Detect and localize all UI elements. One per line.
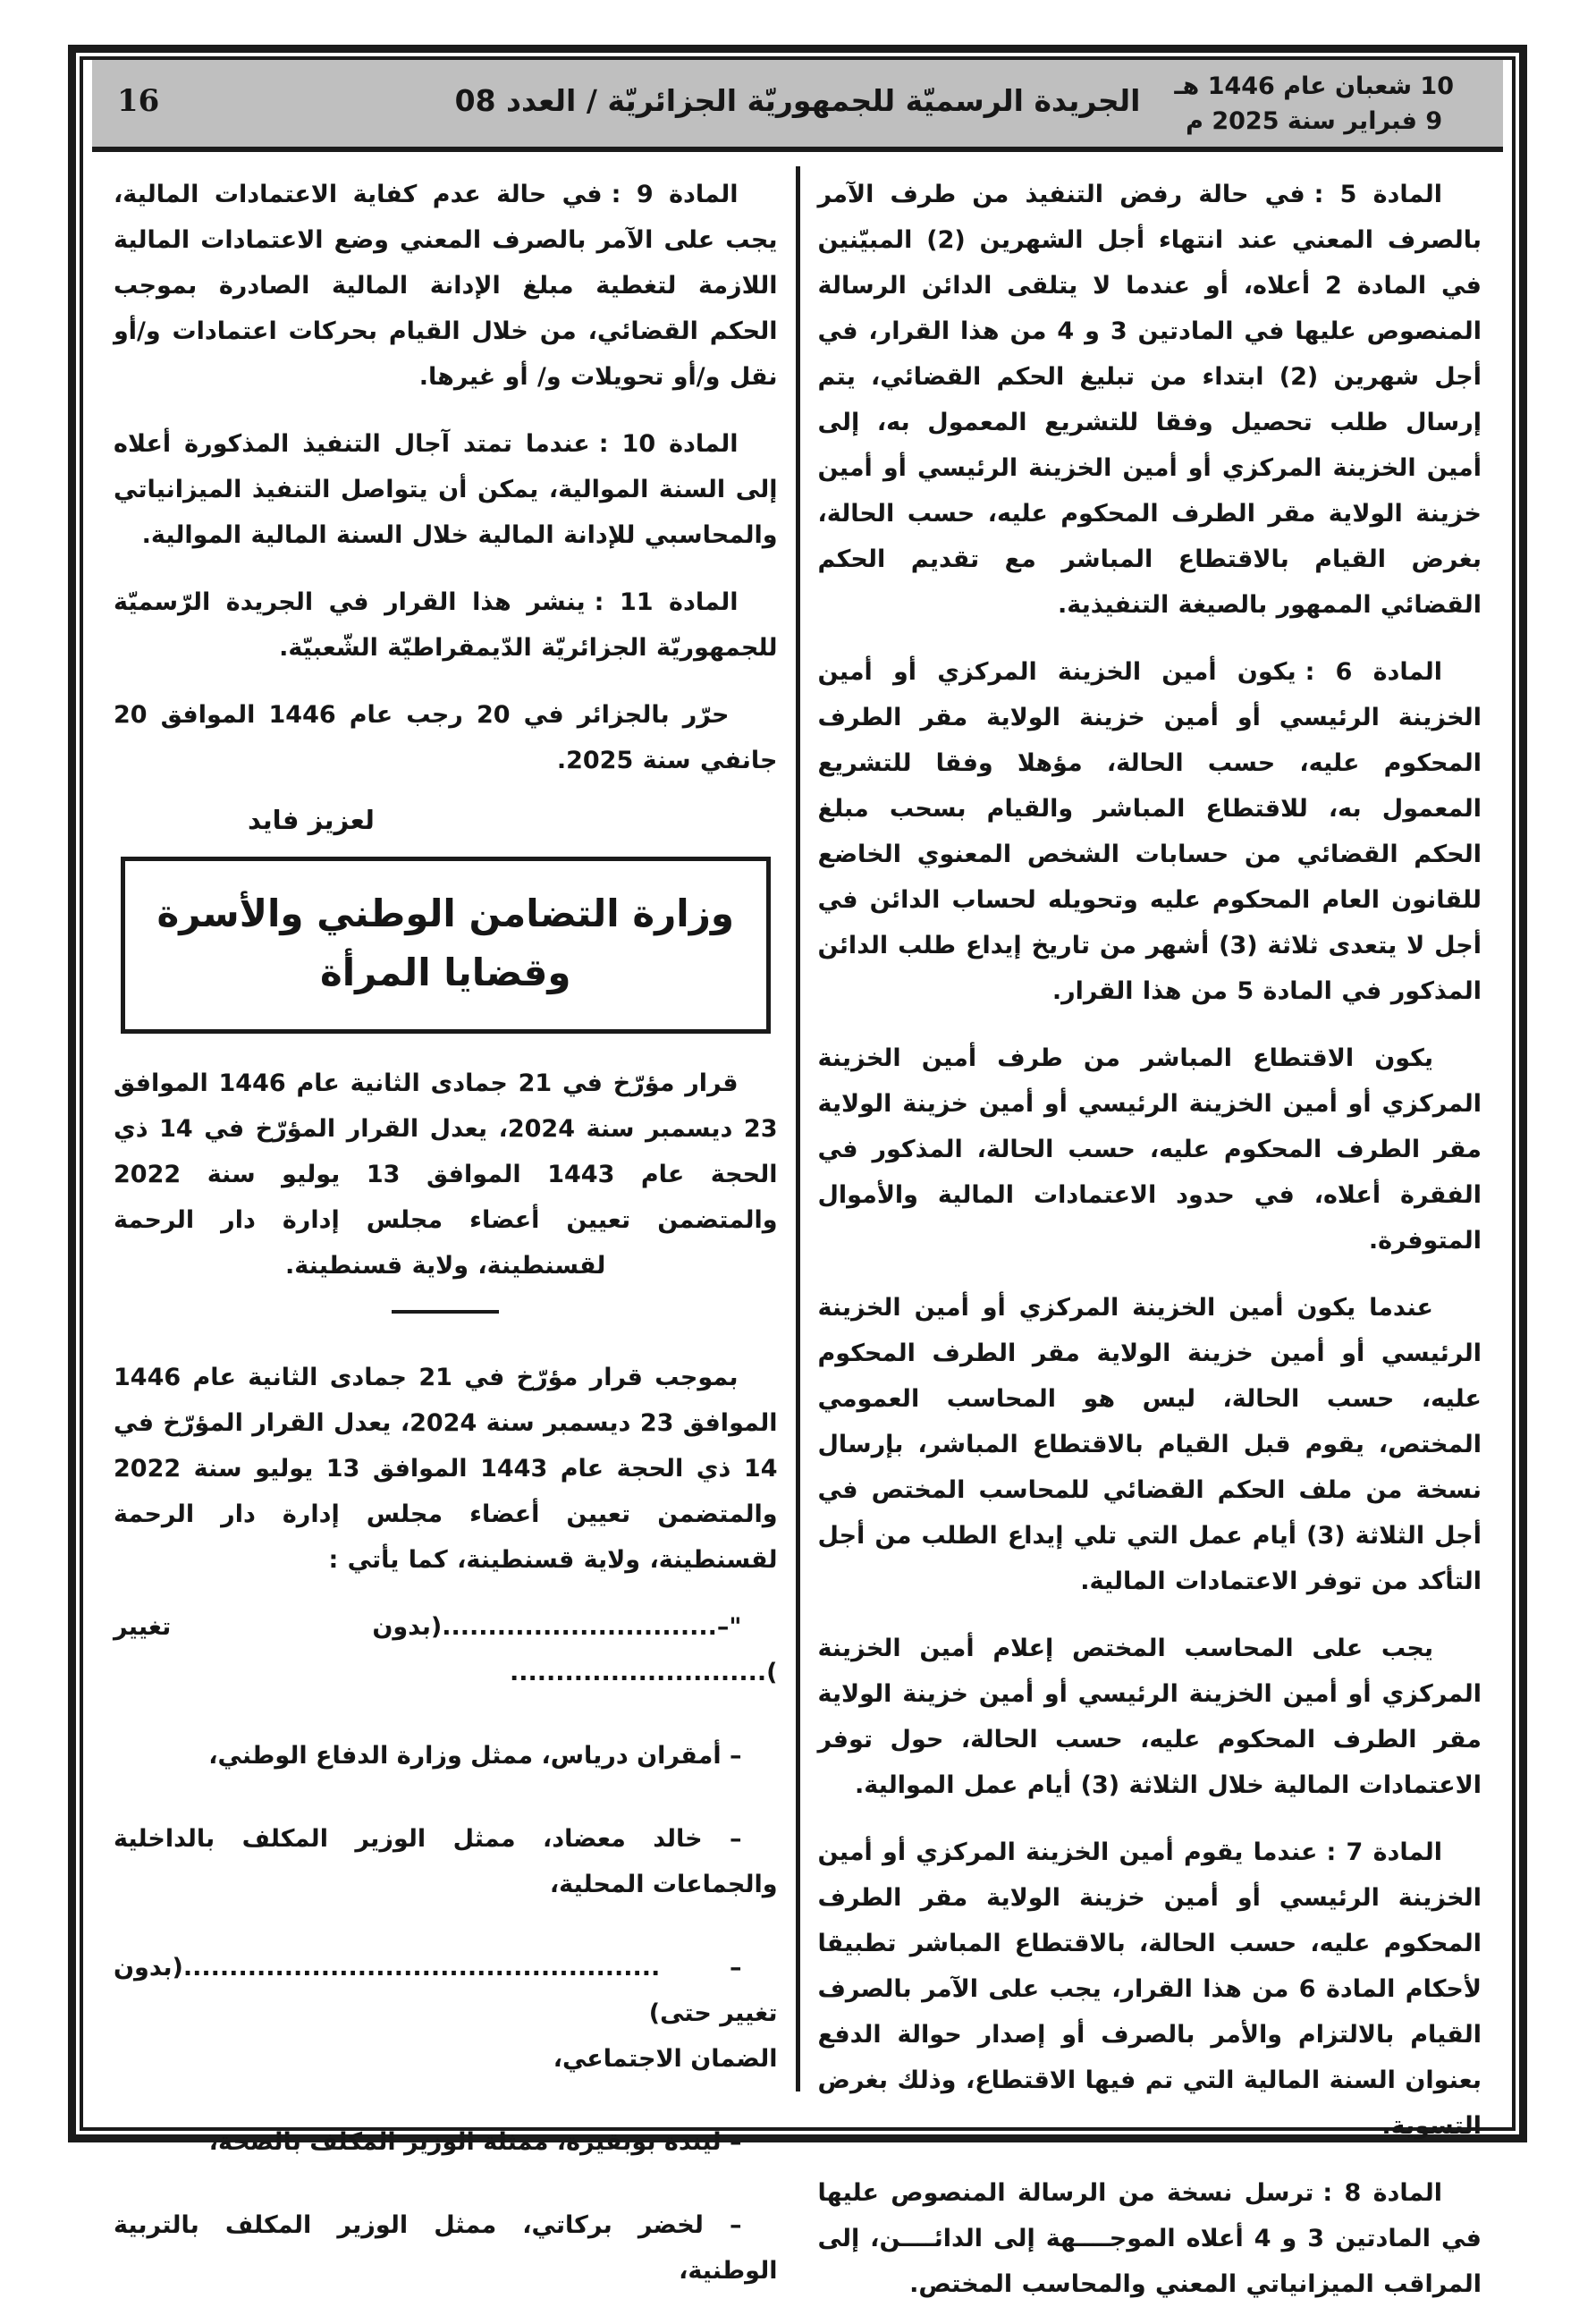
article-6-par-2: يكون الاقتطاع المباشر من طرف أمين الخزينة المركزي أو أمين الخزينة الرئيسي أو أمين خزينة الولاية مقر الطرف المحكوم عليه، حسب الحالة، المذكور في الفقرة أعلاه، في حدود الاعتمادات المالية والأموال المتوفرة. [817,1044,1482,1255]
article-11: المادة 11 :ينشر هذا القرار في الجريدة الرّسميّة للجمهوريّة الجزائريّة الدّيمقراطيّة الشّعبيّة. [114,588,778,662]
ministry-title-line-2: وقضايا المرأة [319,951,571,994]
signatory-name: لعزيز فايد [248,805,375,835]
journal-header [92,60,1503,152]
page-number: 16 [117,83,160,119]
signed-at-line: حرّر بالجزائر في 20 رجب عام 1446 الموافق 20 جانفي سنة 2025. [114,701,778,774]
article-9: المادة 9 :في حالة عدم كفاية الاعتمادات المالية، يجب على الآمر بالصرف المعني وضع الاعتمادات المالية اللازمة لتغطية مبلغ الإدانة المالية الصادرة بموجب الحكم القضائي، من خلال القيام بحركات اعتمادات و/أو نقل و/أو تحويلات و/ أو غيرها. [114,181,778,391]
article-11-label: المادة 11 : [594,588,739,616]
article-8: المادة 8 :ترسل نسخة من الرسالة المنصوص عليها في المادتين 3 و 4 أعلاه الموجــــهة إلى الدائــــن، إلى المراقب الميزانياتي المعني والمحاسب المختص. [817,2179,1482,2298]
issue-dates [1174,69,1454,139]
article-6: المادة 6 :يكون أمين الخزينة المركزي أو أمين الخزينة الرئيسي أو أمين خزينة الولاية مقر الطرف المحكوم عليه، حسب الحالة، مؤهلا وفقا للتشريع المعمول به، للاقتطاع المباشر والقيام بسحب مبلغ الحكم القضائي من حسابات الشخص المعنوي الخاضع للقانون العام المحكوم عليه وتحويله لحساب الدائن في أجل لا يتعدى ثلاثة (3) أشهر من تاريخ إيداع طلب الدائن المذكور في المادة 5 من هذا القرار. [817,658,1482,1005]
ministry-section-title [121,857,771,1034]
list-item-member-4: – لخضر بركاتي، ممثل الوزير المكلف بالتربية الوطنية، [114,2211,778,2285]
column-left [96,166,796,2285]
two-column-body [83,152,1512,2298]
decree-title: قرار مؤرّخ في 21 جمادى الثانية عام 1446 الموافق 23 ديسمبر سنة 2024، يعدل القرار المؤرّخ في 14 ذي الحجة عام 1443 الموافق 13 يوليو سنة 2022 والمتضمن تعيين أعضاء مجلس إدارة دار الرحمة لقسنطينة، ولاية قسنطينة. [114,1069,778,1280]
list-item-unchanged-1: "–..............................(بدون تغيير )............................ [114,1613,778,1686]
gregorian-date: 9 فبراير سنة 2025 م [1186,107,1443,135]
article-10-label: المادة 10 : [598,430,739,458]
decree-intro: بموجب قرار مؤرّخ في 21 جمادى الثانية عام 1446 الموافق 23 ديسمبر سنة 2024، يعدل القرار المؤرّخ في 14 ذي الحجة عام 1443 الموافق 13 يوليو سنة 2022 والمتضمن تعيين أعضاء مجلس إدارة دار الرحمة لقسنطينة، ولاية قسنطينة، كما يأتي : [114,1364,778,1574]
article-6-par-4: يجب على المحاسب المختص إعلام أمين الخزينة المركزي أو أمين الخزينة الرئيسي أو أمين خزينة الولاية مقر الطرف المحكوم عليه، حسب الحالة، حول توفر الاعتمادات المالية خلال الثلاثة (3) أيام عمل الموالية. [817,1635,1482,1799]
article-6-par-3: عندما يكون أمين الخزينة المركزي أو أمين الخزينة الرئيسي أو أمين خزينة الولاية مقر الطرف المحكوم عليه، حسب الحالة، ليس هو المحاسب العمومي المختص، يقوم قبل القيام بالاقتطاع المباشر، بإرسال نسخة من ملف الحكم القضائي للمحاسب المختص في أجل الثلاثة (3) أيام عمل التي تلي إيداع الطلب من أجل التأكد من توفر الاعتمادات المالية. [817,1294,1482,1595]
article-8-label: المادة 8 : [1322,2179,1443,2207]
page-inner-frame [80,56,1516,2298]
article-5-label: المادة 5 : [1313,181,1443,208]
article-10: المادة 10 :عندما تمتد آجال التنفيذ المذكورة أعلاه إلى السنة الموالية، يمكن أن يتواصل التنفيذ الميزانياتي والمحاسبي للإدانة المالية خلال السنة المالية الموالية. [114,430,778,549]
page-outer-frame [68,45,1527,2298]
article-7: المادة 7 :عندما يقوم أمين الخزينة المركزي أو أمين الخزينة الرئيسي أو أمين خزينة الولاية مقر الطرف المحكوم عليه، حسب الحالة، بالاقتطاع المباشر تطبيقا لأحكام المادة 6 من هذا القرار، يجب على الآمر بالصرف القيام بالالتزام والأمر بالصرف أو إصدار حوالة الدفع بعنوان السنة المالية التي تم فيها الاقتطاع، وذلك بغرض التسوية. [817,1838,1482,2140]
article-5: المادة 5 :في حالة رفض التنفيذ من طرف الآمر بالصرف المعني عند انتهاء أجل الشهرين (2) المبيّنين في المادة 2 أعلاه، أو عندما لا يتلقى الدائن الرسالة المنصوص عليها في المادتين 3 و 4 من هذا القرار، في أجل شهرين (2) ابتداء من تبليغ الحكم القضائي، يتم إرسال طلب تحصيل وفقا للتشريع المعمول به، إلى أمين الخزينة المركزي أو أمين الخزينة الرئيسي أو أمين خزينة الولاية مقر الطرف المحكوم عليه، حسب الحالة، بغرض القيام بالاقتطاع المباشر مع تقديم الحكم القضائي الممهور بالصيغة التنفيذية. [817,181,1482,619]
journal-title: الجريدة الرسميّة للجمهوريّة الجزائريّة / العدد 08 [454,83,1141,118]
ministry-title-line-1: وزارة التضامن الوطني والأسرة [156,892,734,935]
article-6-label: المادة 6 : [1305,658,1443,686]
column-divider-rule [796,166,800,2092]
list-item-member-3: – ليندة بوبقيرة، ممثلة الوزير المكلف بالصحة، [208,2128,742,2156]
column-right [800,166,1500,2298]
list-item-member-1: – أمقران درياس، ممثل وزارة الدفاع الوطني، [208,1742,742,1770]
article-9-label: المادة 9 : [611,181,739,208]
hijri-date: 10 شعبان عام 1446 هـ [1174,72,1454,100]
list-item-unchanged-2: – ....................................................(بدون تغيير حتى) الضمان الاجتماعي، [114,1954,778,2073]
list-item-member-2: – خالد معضاد، ممثل الوزير المكلف بالداخلية والجماعات المحلية، [114,1825,778,1898]
article-7-label: المادة 7 : [1326,1838,1443,1866]
section-separator-rule [392,1310,499,1314]
